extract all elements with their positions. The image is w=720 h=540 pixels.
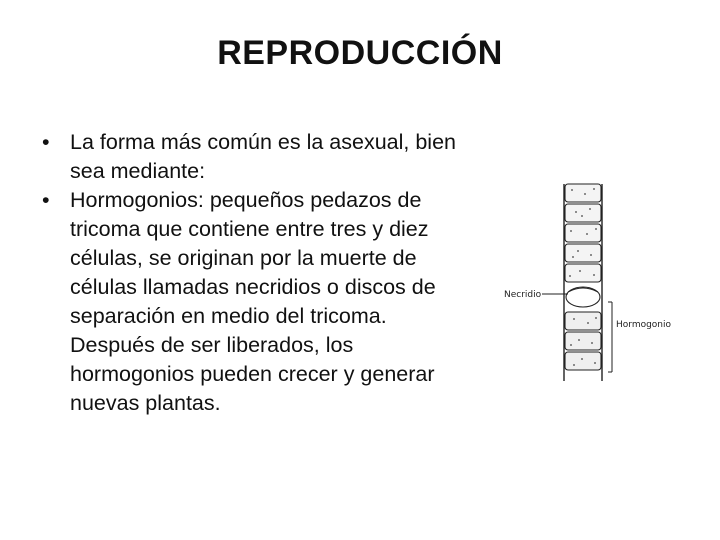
bullet-marker: • [42, 130, 50, 154]
hormogonium-cells [565, 312, 601, 370]
slide-title: REPRODUCCIÓN [217, 34, 503, 72]
upper-cells [565, 184, 601, 282]
bullet-list [40, 128, 460, 418]
bullet-text: La forma más común es la asexual, bien sea mediante: [70, 130, 457, 183]
necridium-label: Necridio [504, 290, 542, 300]
bullet-marker: • [42, 188, 50, 212]
hormogonium-label: Hormogonio [616, 320, 672, 330]
trichome-illustration [490, 176, 690, 386]
bullet-item [40, 128, 460, 186]
bullet-item [40, 186, 460, 418]
necridium-cell [566, 287, 600, 307]
bullet-text: Hormogonios: pequeños pedazos de tricoma que contiene entre tres y diez células, se originan por la muerte de células llamadas necridios o discos de separación en medio del tricoma. Después de ser liberados, los hormogonios pueden crecer y generar nuevas plantas. [70, 188, 436, 415]
trichome-drawing [490, 176, 690, 386]
